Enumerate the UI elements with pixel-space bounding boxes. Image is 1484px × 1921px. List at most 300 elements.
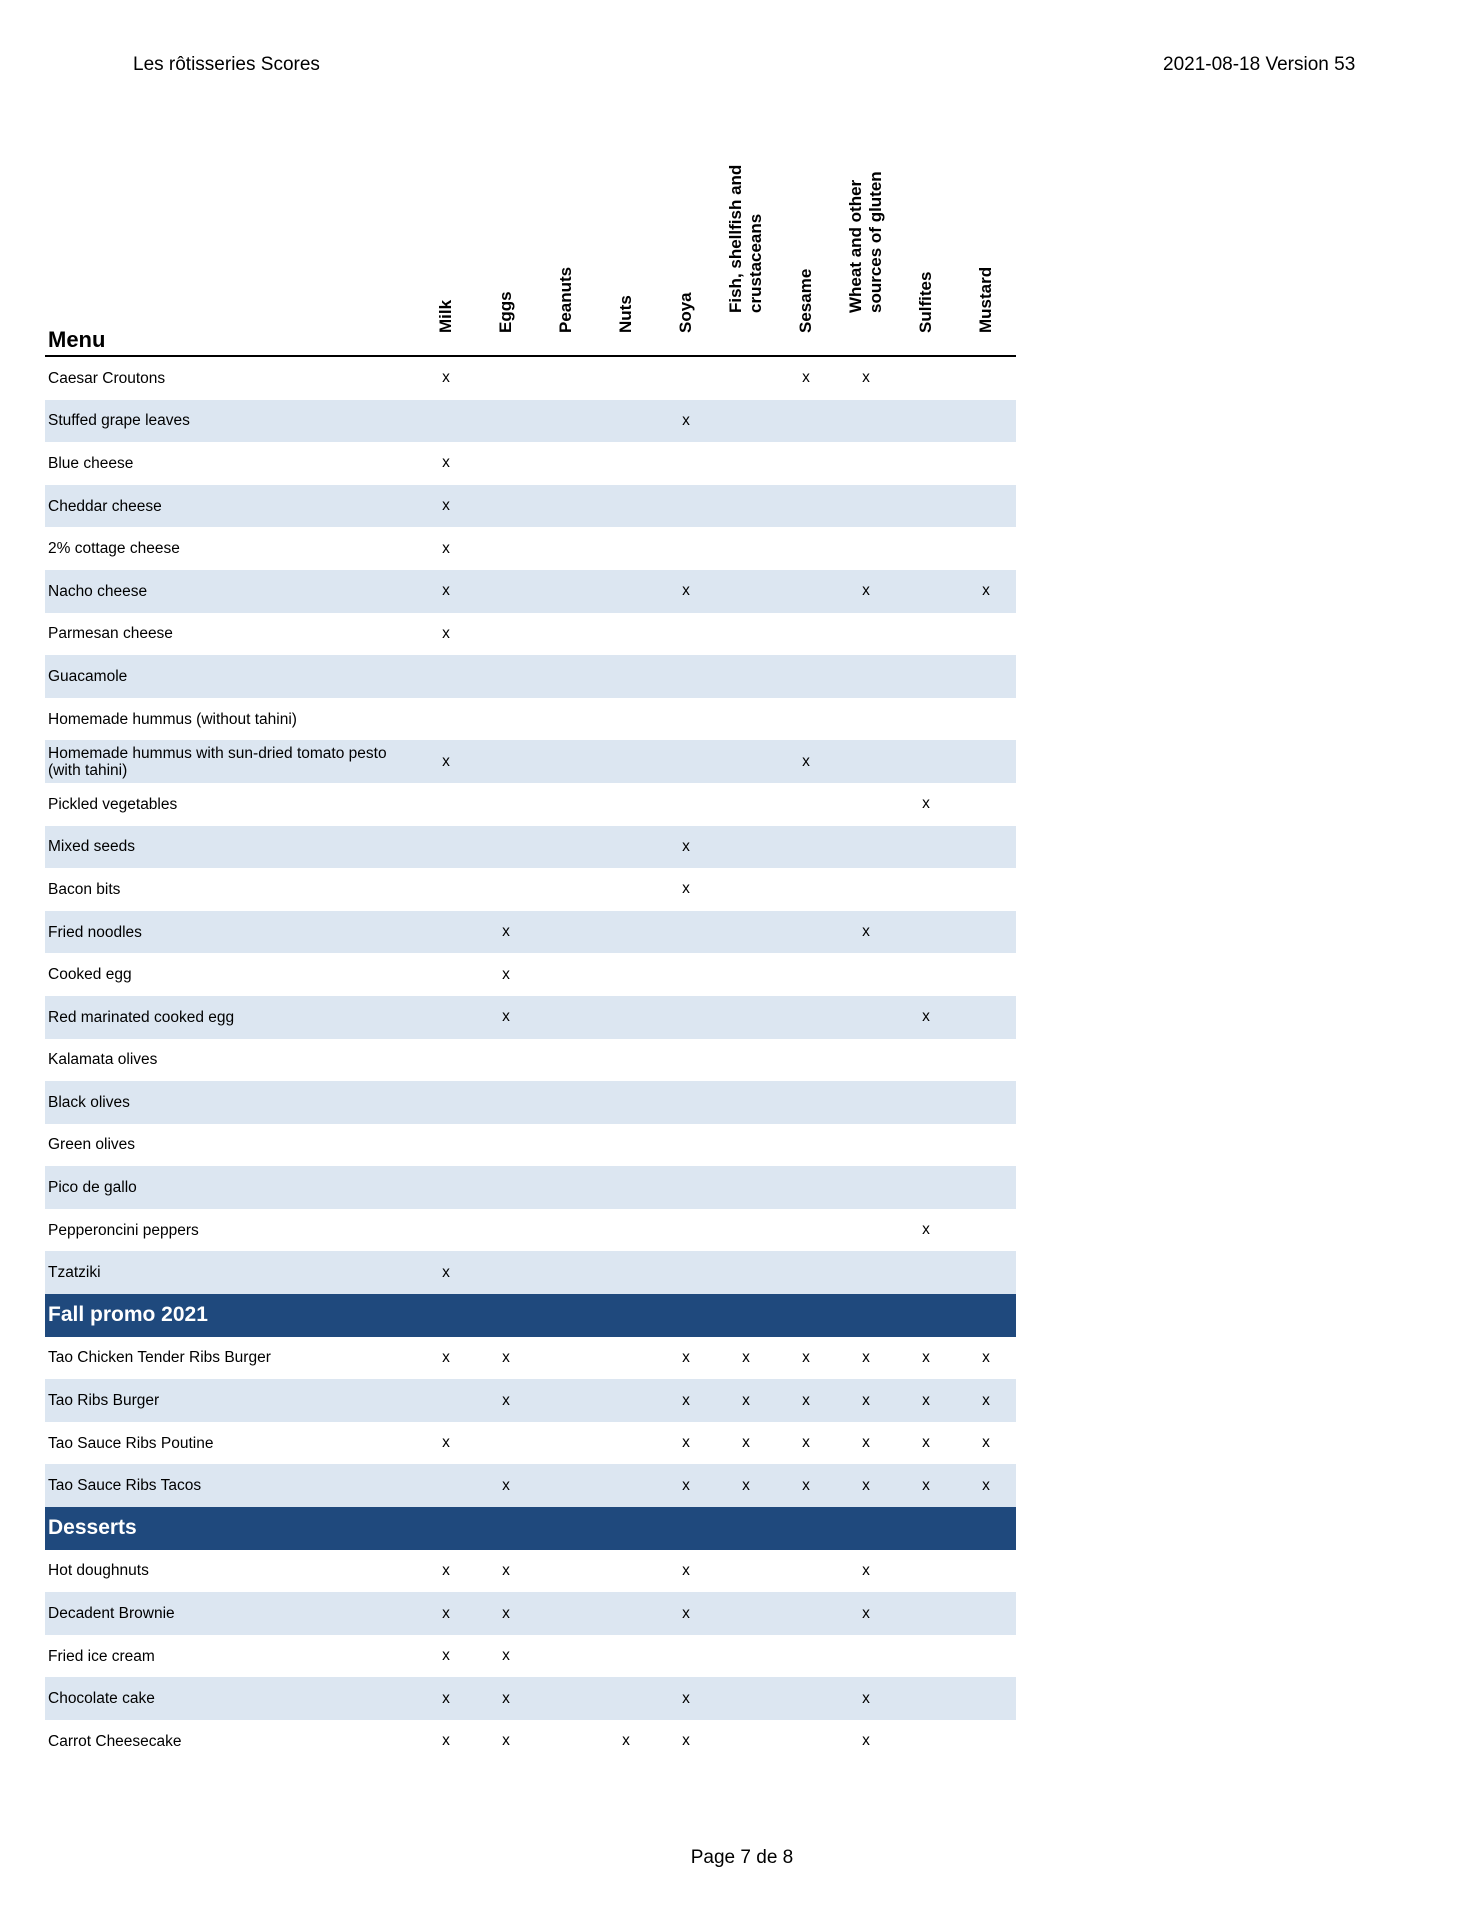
table-row (45, 1550, 1016, 1593)
menu-item-name: Nacho cheese (45, 570, 416, 613)
allergen-cell: x (442, 1434, 450, 1452)
allergen-cell: x (476, 1464, 536, 1507)
allergen-cell (476, 400, 536, 443)
allergen-cell: x (442, 1732, 450, 1750)
allergen-cell: x (502, 1561, 510, 1579)
allergen-cell (896, 356, 956, 400)
allergen-cell (776, 1677, 836, 1720)
allergen-cell (596, 783, 656, 826)
allergen-cell: x (416, 485, 476, 528)
table-row (45, 1677, 1016, 1720)
allergen-cell (956, 1039, 1016, 1082)
allergen-cell (896, 1124, 956, 1167)
allergen-cell (596, 356, 656, 400)
allergen-cell: x (896, 1379, 956, 1422)
menu-item-name: Mixed seeds (45, 826, 416, 869)
allergen-cell (896, 698, 956, 741)
table-row (45, 783, 1016, 826)
allergen-cell (656, 698, 716, 741)
allergen-cell (536, 1550, 596, 1593)
allergen-cell (596, 613, 656, 656)
table-row (45, 400, 1016, 443)
allergen-cell (896, 1677, 956, 1720)
allergen-cell (476, 1081, 536, 1124)
allergen-cell (896, 400, 956, 443)
allergen-cell (656, 740, 716, 783)
allergen-cell (596, 1379, 656, 1422)
allergen-cell: x (476, 1677, 536, 1720)
allergen-cell (716, 527, 776, 570)
allergen-cell (716, 953, 776, 996)
table-row (45, 740, 1016, 783)
menu-item-name: Parmesan cheese (48, 625, 173, 643)
allergen-cell (776, 1251, 836, 1294)
menu-item-name: Cooked egg (48, 966, 132, 984)
allergen-cell (476, 826, 536, 869)
allergen-cell (596, 1039, 656, 1082)
allergen-cell (716, 698, 776, 741)
allergen-cell (536, 400, 596, 443)
allergen-cell (956, 911, 1016, 954)
allergen-cell (596, 740, 656, 783)
allergen-cell: x (682, 1561, 690, 1579)
menu-item-name: Red marinated cooked egg (45, 996, 416, 1039)
allergen-cell (536, 740, 596, 783)
menu-column-header: Menu (45, 130, 416, 356)
allergen-cell (476, 613, 536, 656)
allergen-cell (836, 1635, 896, 1678)
allergen-cell (716, 442, 776, 485)
allergen-cell: x (742, 1348, 750, 1366)
allergen-cell (416, 1209, 476, 1252)
allergen-cell (656, 655, 716, 698)
menu-item-name: Black olives (45, 1081, 416, 1124)
allergen-label-line: Fish, shellfish and (726, 164, 745, 313)
allergen-label: Sesame (796, 268, 815, 333)
allergen-cell: x (442, 1647, 450, 1665)
allergen-cell (716, 868, 776, 911)
allergen-cell (536, 996, 596, 1039)
allergen-cell (656, 1251, 716, 1294)
menu-item-name: Tao Chicken Tender Ribs Burger (48, 1349, 271, 1367)
allergen-cell (416, 868, 476, 911)
allergen-cell: x (836, 1592, 896, 1635)
allergen-cell (656, 613, 716, 656)
allergen-label (846, 171, 886, 313)
allergen-cell (896, 953, 956, 996)
allergen-cell: x (442, 454, 450, 472)
menu-item-name: Cheddar cheese (45, 485, 416, 528)
table-row (45, 1464, 1016, 1507)
allergen-cell: x (682, 1434, 690, 1452)
allergen-cell (596, 1422, 656, 1465)
allergen-cell (716, 783, 776, 826)
allergen-cell (476, 527, 536, 570)
allergen-label: Peanuts (556, 266, 575, 333)
allergen-cell (776, 1635, 836, 1678)
allergen-cell (416, 826, 476, 869)
menu-item-name: Guacamole (45, 655, 416, 698)
allergen-cell: x (862, 369, 870, 387)
menu-item-name: Hot doughnuts (48, 1562, 149, 1580)
allergen-cell (416, 655, 476, 698)
allergen-cell (656, 1081, 716, 1124)
allergen-cell (656, 953, 716, 996)
allergen-cell (956, 400, 1016, 443)
menu-item-name: Stuffed grape leaves (45, 400, 416, 443)
allergen-cell (896, 1251, 956, 1294)
allergen-cell (776, 953, 836, 996)
allergen-cell (596, 1124, 656, 1167)
allergen-cell (416, 1166, 476, 1209)
allergen-cell: x (656, 400, 716, 443)
allergen-cell (836, 996, 896, 1039)
allergen-cell (716, 1081, 776, 1124)
allergen-cell (836, 783, 896, 826)
allergen-cell (836, 1166, 896, 1209)
allergen-cell (776, 527, 836, 570)
allergen-cell (536, 655, 596, 698)
allergen-cell (836, 826, 896, 869)
allergen-cell (596, 911, 656, 954)
allergen-cell: x (802, 369, 810, 387)
menu-item-name: Caesar Croutons (48, 369, 166, 387)
allergen-cell (716, 570, 776, 613)
allergen-cell: x (836, 1464, 896, 1507)
allergen-cell (776, 400, 836, 443)
allergen-header-milk (416, 130, 476, 356)
allergen-cell (656, 1039, 716, 1082)
allergen-cell (596, 826, 656, 869)
allergen-cell: x (502, 1732, 510, 1750)
allergen-header-sulfites (896, 130, 956, 356)
allergen-header-nuts (596, 130, 656, 356)
allergen-cell (896, 570, 956, 613)
allergen-cell (536, 485, 596, 528)
allergen-cell: x (716, 1464, 776, 1507)
allergen-cell (656, 1124, 716, 1167)
allergen-cell (716, 1720, 776, 1763)
allergen-cell (476, 485, 536, 528)
allergen-cell (776, 868, 836, 911)
menu-item-name: Pico de gallo (45, 1166, 416, 1209)
allergen-cell: x (956, 1379, 1016, 1422)
allergen-cell (776, 783, 836, 826)
allergen-cell (596, 1209, 656, 1252)
allergen-cell: x (802, 1434, 810, 1452)
allergen-cell (716, 655, 776, 698)
allergen-cell (596, 1081, 656, 1124)
allergen-cell (896, 740, 956, 783)
allergen-cell (596, 527, 656, 570)
allergen-cell (656, 356, 716, 400)
allergen-cell (536, 1422, 596, 1465)
allergen-table (45, 130, 1016, 1763)
allergen-label: Eggs (496, 291, 515, 333)
allergen-cell (596, 400, 656, 443)
allergen-cell: x (836, 570, 896, 613)
allergen-cell (596, 442, 656, 485)
allergen-cell (536, 1677, 596, 1720)
allergen-cell (536, 442, 596, 485)
allergen-cell (836, 485, 896, 528)
menu-item-name: Tao Ribs Burger (45, 1379, 416, 1422)
allergen-cell: x (656, 826, 716, 869)
allergen-cell: x (836, 1677, 896, 1720)
allergen-header-sesame (776, 130, 836, 356)
allergen-cell (476, 868, 536, 911)
allergen-cell (776, 996, 836, 1039)
allergen-cell: x (682, 1732, 690, 1750)
allergen-cell (536, 1635, 596, 1678)
allergen-cell (476, 356, 536, 400)
allergen-cell (956, 953, 1016, 996)
allergen-cell (596, 485, 656, 528)
allergen-cell (536, 698, 596, 741)
section-title: Desserts (45, 1507, 1016, 1550)
menu-item-name: Pickled vegetables (48, 795, 178, 813)
allergen-cell: x (682, 1348, 690, 1366)
allergen-cell (956, 783, 1016, 826)
table-body (45, 356, 1016, 1763)
menu-item-name: Fried ice cream (48, 1647, 155, 1665)
allergen-cell (896, 442, 956, 485)
allergen-cell (896, 1592, 956, 1635)
allergen-cell (716, 1592, 776, 1635)
allergen-cell (716, 740, 776, 783)
allergen-cell (776, 698, 836, 741)
allergen-header-wheat (836, 130, 896, 356)
allergen-cell (716, 400, 776, 443)
allergen-cell: x (502, 965, 510, 983)
allergen-cell (896, 911, 956, 954)
table-header-row (45, 130, 1016, 356)
allergen-cell: x (682, 880, 690, 898)
table-row (45, 826, 1016, 869)
allergen-cell (716, 613, 776, 656)
allergen-cell: x (802, 1348, 810, 1366)
allergen-cell (536, 1124, 596, 1167)
allergen-cell (776, 1592, 836, 1635)
allergen-cell (476, 1166, 536, 1209)
table-row (45, 655, 1016, 698)
table-row (45, 1720, 1016, 1763)
allergen-cell (476, 1124, 536, 1167)
allergen-cell (416, 1379, 476, 1422)
allergen-cell (716, 485, 776, 528)
allergen-cell (776, 1720, 836, 1763)
allergen-cell (776, 655, 836, 698)
allergen-cell (476, 442, 536, 485)
allergen-cell: x (922, 1434, 930, 1452)
table-row (45, 1635, 1016, 1678)
allergen-cell (776, 826, 836, 869)
table-row (45, 1039, 1016, 1082)
allergen-cell (536, 1081, 596, 1124)
allergen-cell (836, 698, 896, 741)
allergen-cell (956, 1720, 1016, 1763)
section-title: Fall promo 2021 (45, 1294, 1016, 1337)
allergen-cell (836, 1039, 896, 1082)
allergen-cell: x (982, 1348, 990, 1366)
allergen-label-line: Wheat and other (846, 179, 865, 313)
allergen-cell: x (442, 369, 450, 387)
table-row (45, 1081, 1016, 1124)
allergen-cell (536, 1209, 596, 1252)
allergen-cell (836, 1081, 896, 1124)
table-row (45, 485, 1016, 528)
allergen-cell: x (862, 1732, 870, 1750)
allergen-header-mustard (956, 130, 1016, 356)
allergen-cell (536, 527, 596, 570)
allergen-cell (536, 826, 596, 869)
allergen-cell: x (862, 1348, 870, 1366)
table-row (45, 570, 1016, 613)
allergen-cell: x (956, 570, 1016, 613)
allergen-cell (776, 1166, 836, 1209)
allergen-cell: x (922, 795, 930, 813)
allergen-cell (956, 1081, 1016, 1124)
allergen-header-peanuts (536, 130, 596, 356)
menu-item-name: Blue cheese (48, 454, 134, 472)
table-row (45, 1379, 1016, 1422)
allergen-cell: x (656, 1379, 716, 1422)
allergen-header-eggs (476, 130, 536, 356)
allergen-cell (896, 613, 956, 656)
allergen-cell (956, 1251, 1016, 1294)
allergen-cell (836, 527, 896, 570)
allergen-cell (416, 1464, 476, 1507)
allergen-cell (896, 1550, 956, 1593)
menu-item-name: Homemade hummus with sun-dried tomato pesto (with tahini) (45, 740, 416, 783)
allergen-cell (596, 1635, 656, 1678)
allergen-cell (956, 1635, 1016, 1678)
allergen-cell (716, 356, 776, 400)
allergen-cell (716, 1550, 776, 1593)
allergen-cell (416, 400, 476, 443)
allergen-cell: x (416, 740, 476, 783)
allergen-cell (536, 1166, 596, 1209)
table-row (45, 1251, 1016, 1294)
menu-item-name: Fried noodles (45, 911, 416, 954)
allergen-cell: x (896, 1464, 956, 1507)
allergen-cell: x (442, 539, 450, 557)
allergen-cell (596, 698, 656, 741)
allergen-cell (416, 698, 476, 741)
allergen-cell (956, 1166, 1016, 1209)
restaurant-title: Les rôtisseries Scores (133, 54, 320, 75)
allergen-cell (896, 1039, 956, 1082)
allergen-cell (656, 911, 716, 954)
table-row (45, 698, 1016, 741)
allergen-cell (596, 1166, 656, 1209)
allergen-label: Soya (676, 292, 695, 333)
allergen-cell (536, 1337, 596, 1380)
allergen-cell (896, 826, 956, 869)
allergen-cell (776, 1039, 836, 1082)
allergen-cell: x (742, 1434, 750, 1452)
allergen-cell (896, 485, 956, 528)
allergen-cell: x (442, 1561, 450, 1579)
allergen-cell (956, 740, 1016, 783)
allergen-label-line: crustaceans (746, 213, 765, 313)
allergen-cell (596, 996, 656, 1039)
allergen-cell (536, 953, 596, 996)
allergen-cell (956, 485, 1016, 528)
allergen-cell (716, 826, 776, 869)
allergen-cell (836, 868, 896, 911)
allergen-cell (536, 570, 596, 613)
allergen-cell: x (862, 1434, 870, 1452)
table-row (45, 868, 1016, 911)
allergen-label: Mustard (976, 266, 995, 333)
allergen-cell (416, 1039, 476, 1082)
allergen-cell (716, 1635, 776, 1678)
allergen-cell (656, 783, 716, 826)
allergen-cell (476, 1209, 536, 1252)
allergen-cell (956, 356, 1016, 400)
allergen-cell (956, 996, 1016, 1039)
allergen-cell (956, 1550, 1016, 1593)
allergen-label: Nuts (616, 295, 635, 333)
menu-item-name: 2% cottage cheese (48, 540, 180, 558)
section-header-row (45, 1507, 1016, 1550)
allergen-cell (536, 356, 596, 400)
allergen-cell (476, 698, 536, 741)
allergen-cell (896, 1081, 956, 1124)
version-label: 2021-08-18 Version 53 (1163, 54, 1356, 75)
table-row (45, 1209, 1016, 1252)
allergen-cell (776, 1550, 836, 1593)
allergen-cell: x (956, 1464, 1016, 1507)
section-header-row (45, 1294, 1016, 1337)
table-row (45, 1422, 1016, 1465)
allergen-label: Sulfites (916, 271, 935, 333)
allergen-cell (656, 1209, 716, 1252)
allergen-header-fish (716, 130, 776, 356)
allergen-cell (536, 783, 596, 826)
allergen-cell (776, 485, 836, 528)
allergen-cell (596, 1251, 656, 1294)
page-number: Page 7 de 8 (690, 1847, 794, 1868)
allergen-cell (656, 1166, 716, 1209)
allergen-cell (716, 1039, 776, 1082)
table-row (45, 442, 1016, 485)
allergen-cell: x (622, 1732, 630, 1750)
allergen-cell (596, 1464, 656, 1507)
allergen-cell (956, 1677, 1016, 1720)
allergen-cell (716, 996, 776, 1039)
allergen-cell (416, 1124, 476, 1167)
allergen-cell (536, 613, 596, 656)
allergen-cell (536, 911, 596, 954)
allergen-label: Milk (436, 299, 455, 333)
menu-item-name: Pepperoncini peppers (48, 1221, 199, 1239)
table-row (45, 1166, 1016, 1209)
allergen-cell (836, 1251, 896, 1294)
allergen-cell (776, 1124, 836, 1167)
allergen-cell (836, 442, 896, 485)
allergen-cell (656, 996, 716, 1039)
allergen-cell: x (476, 1592, 536, 1635)
allergen-cell (716, 1209, 776, 1252)
allergen-cell: x (862, 1561, 870, 1579)
allergen-cell: x (476, 1379, 536, 1422)
allergen-cell (476, 1039, 536, 1082)
allergen-cell: x (476, 996, 536, 1039)
allergen-cell (956, 442, 1016, 485)
allergen-cell (536, 868, 596, 911)
